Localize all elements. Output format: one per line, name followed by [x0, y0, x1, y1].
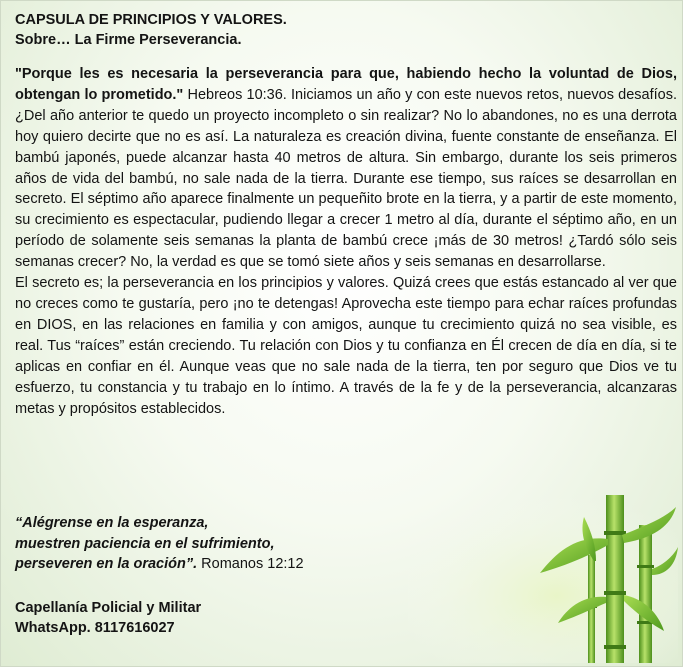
closing-quote	[15, 513, 415, 575]
footer	[15, 598, 201, 638]
bamboo-illustration	[408, 495, 678, 663]
org-name: Capellanía Policial y Militar	[15, 600, 202, 616]
paragraph-2: El secreto es; la perseverancia en los principios y valores. Quizá crees que estás estancado al ver que no creces como te gustaría, pero ¡no te detengas! Aprovecha este tiempo para echar raíces profundas en DIOS, en las relaciones en familia y con amigos, aunque tu crecimiento quizá no sea visible, es real. Tus “raíces” están creciendo. Tu relación con Dios y tu confianza en Él crecen de día en día, si te aplicas en confiar en él. Aunque veas que no sale nada de la tierra, ten por seguro que Dios ve tu esfuerzo, tu constancia y tu trabajo en lo íntimo. A través de la fe y de la perseverancia, alcanzaras metas y propósitos establecidos.	[15, 275, 677, 417]
quote-line-2: muestren paciencia en el sufrimiento,	[15, 535, 275, 552]
paragraph-1-text: Hebreos 10:36. Iniciamos un año y con este nuevos retos, nuevos desafíos. ¿Del año anterior te quedo un proyecto incompleto o sin realizar? No lo abandones, no es una derrota hoy quiero decirte que no es así. La naturaleza es creación divina, fuente constante de enseñanza. El bambú japonés, puede alcanzar hasta 40 metros de altura. Sin embargo, durante los seis primeros años de vida del bambú, no sale nada de la tierra. Durante ese tiempo, sus raíces se desarrollan en secreto. El séptimo año aparece finalmente un pequeñito brote en la tierra, y a partir de este momento, su crecimiento es espectacular, pudiendo llegar a crecer 1 metro al día, durante el séptimo año, en un período de solamente seis semanas la planta de bambú crece ¡más de 30 metros! ¿Tardó sólo seis semanas crecer? No, la verdad es que se tomó siete años y seis semanas en desarrollarse.	[15, 86, 677, 271]
body-text	[15, 64, 677, 419]
header	[15, 10, 287, 50]
whatsapp-contact: WhatsApp. 8117616027	[15, 620, 175, 636]
scripture-quote: "Porque les es necesaria la perseverancia para que, habiendo hecho la voluntad de Dios, obtengan lo prometido."	[15, 66, 677, 103]
paragraph-1	[15, 64, 677, 273]
quote-line-3-wrap	[15, 554, 415, 575]
bamboo-icon	[408, 495, 678, 663]
capsule-subtitle: Sobre… La Firme Perseverancia.	[15, 32, 242, 48]
quote-line-1: “Alégrense en la esperanza,	[15, 515, 209, 531]
quote-line-3: perseveren en la oración”.	[15, 556, 198, 572]
capsule-title: CAPSULA DE PRINCIPIOS Y VALORES.	[15, 12, 287, 28]
quote-reference: Romanos 12:12	[197, 556, 304, 572]
